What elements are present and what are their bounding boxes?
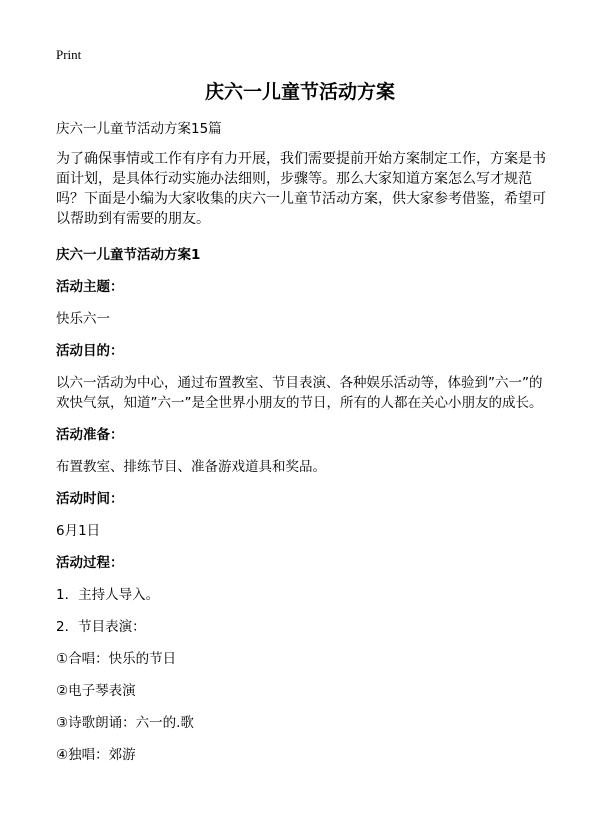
theme-value: 快乐六一 bbox=[56, 311, 110, 327]
print-label: Print bbox=[56, 47, 82, 62]
process-item: 2．节目表演： bbox=[56, 619, 146, 635]
document-body bbox=[56, 119, 548, 777]
intro-paragraph: 为了确保事情或工作有序有力开展，我们需要提前开始方案制定工作，方案是书面计划，是具体行动实施办法细则，步骤等。那么大家知道方案怎么写才规范吗？下面是小编为大家收集的庆六一儿童节活动方案，供大家参考借鉴，希望可以帮助到有需要的朋友。 bbox=[56, 151, 546, 227]
process-item: ②电子琴表演 bbox=[56, 683, 136, 699]
goal-label: 活动目的： bbox=[56, 343, 124, 359]
prep-label: 活动准备： bbox=[56, 427, 124, 443]
time-label: 活动时间： bbox=[56, 491, 124, 507]
process-item: 1．主持人导入。 bbox=[56, 587, 160, 603]
section-heading: 庆六一儿童节活动方案1 bbox=[56, 247, 201, 263]
theme-label: 活动主题： bbox=[56, 279, 124, 295]
process-item: ①合唱：快乐的节日 bbox=[56, 651, 177, 667]
time-value: 6月1日 bbox=[56, 523, 101, 539]
process-item: ④独唱：郊游 bbox=[56, 747, 136, 763]
document-title: 庆六一儿童节活动方案 bbox=[204, 81, 395, 103]
goal-value: 以六一活动为中心，通过布置教室、节目表演、各种娱乐活动等，体验到”六一”的欢快气氛，知道”六一”是全世界小朋友的节日，所有的人都在关心小朋友的成长。 bbox=[56, 375, 543, 411]
prep-value: 布置教室、排练节目、准备游戏道具和奖品。 bbox=[56, 459, 326, 475]
process-item: ③诗歌朗诵：六一的.歌 bbox=[56, 715, 194, 731]
document-subtitle: 庆六一儿童节活动方案15篇 bbox=[56, 121, 222, 137]
process-label: 活动过程： bbox=[56, 555, 124, 571]
